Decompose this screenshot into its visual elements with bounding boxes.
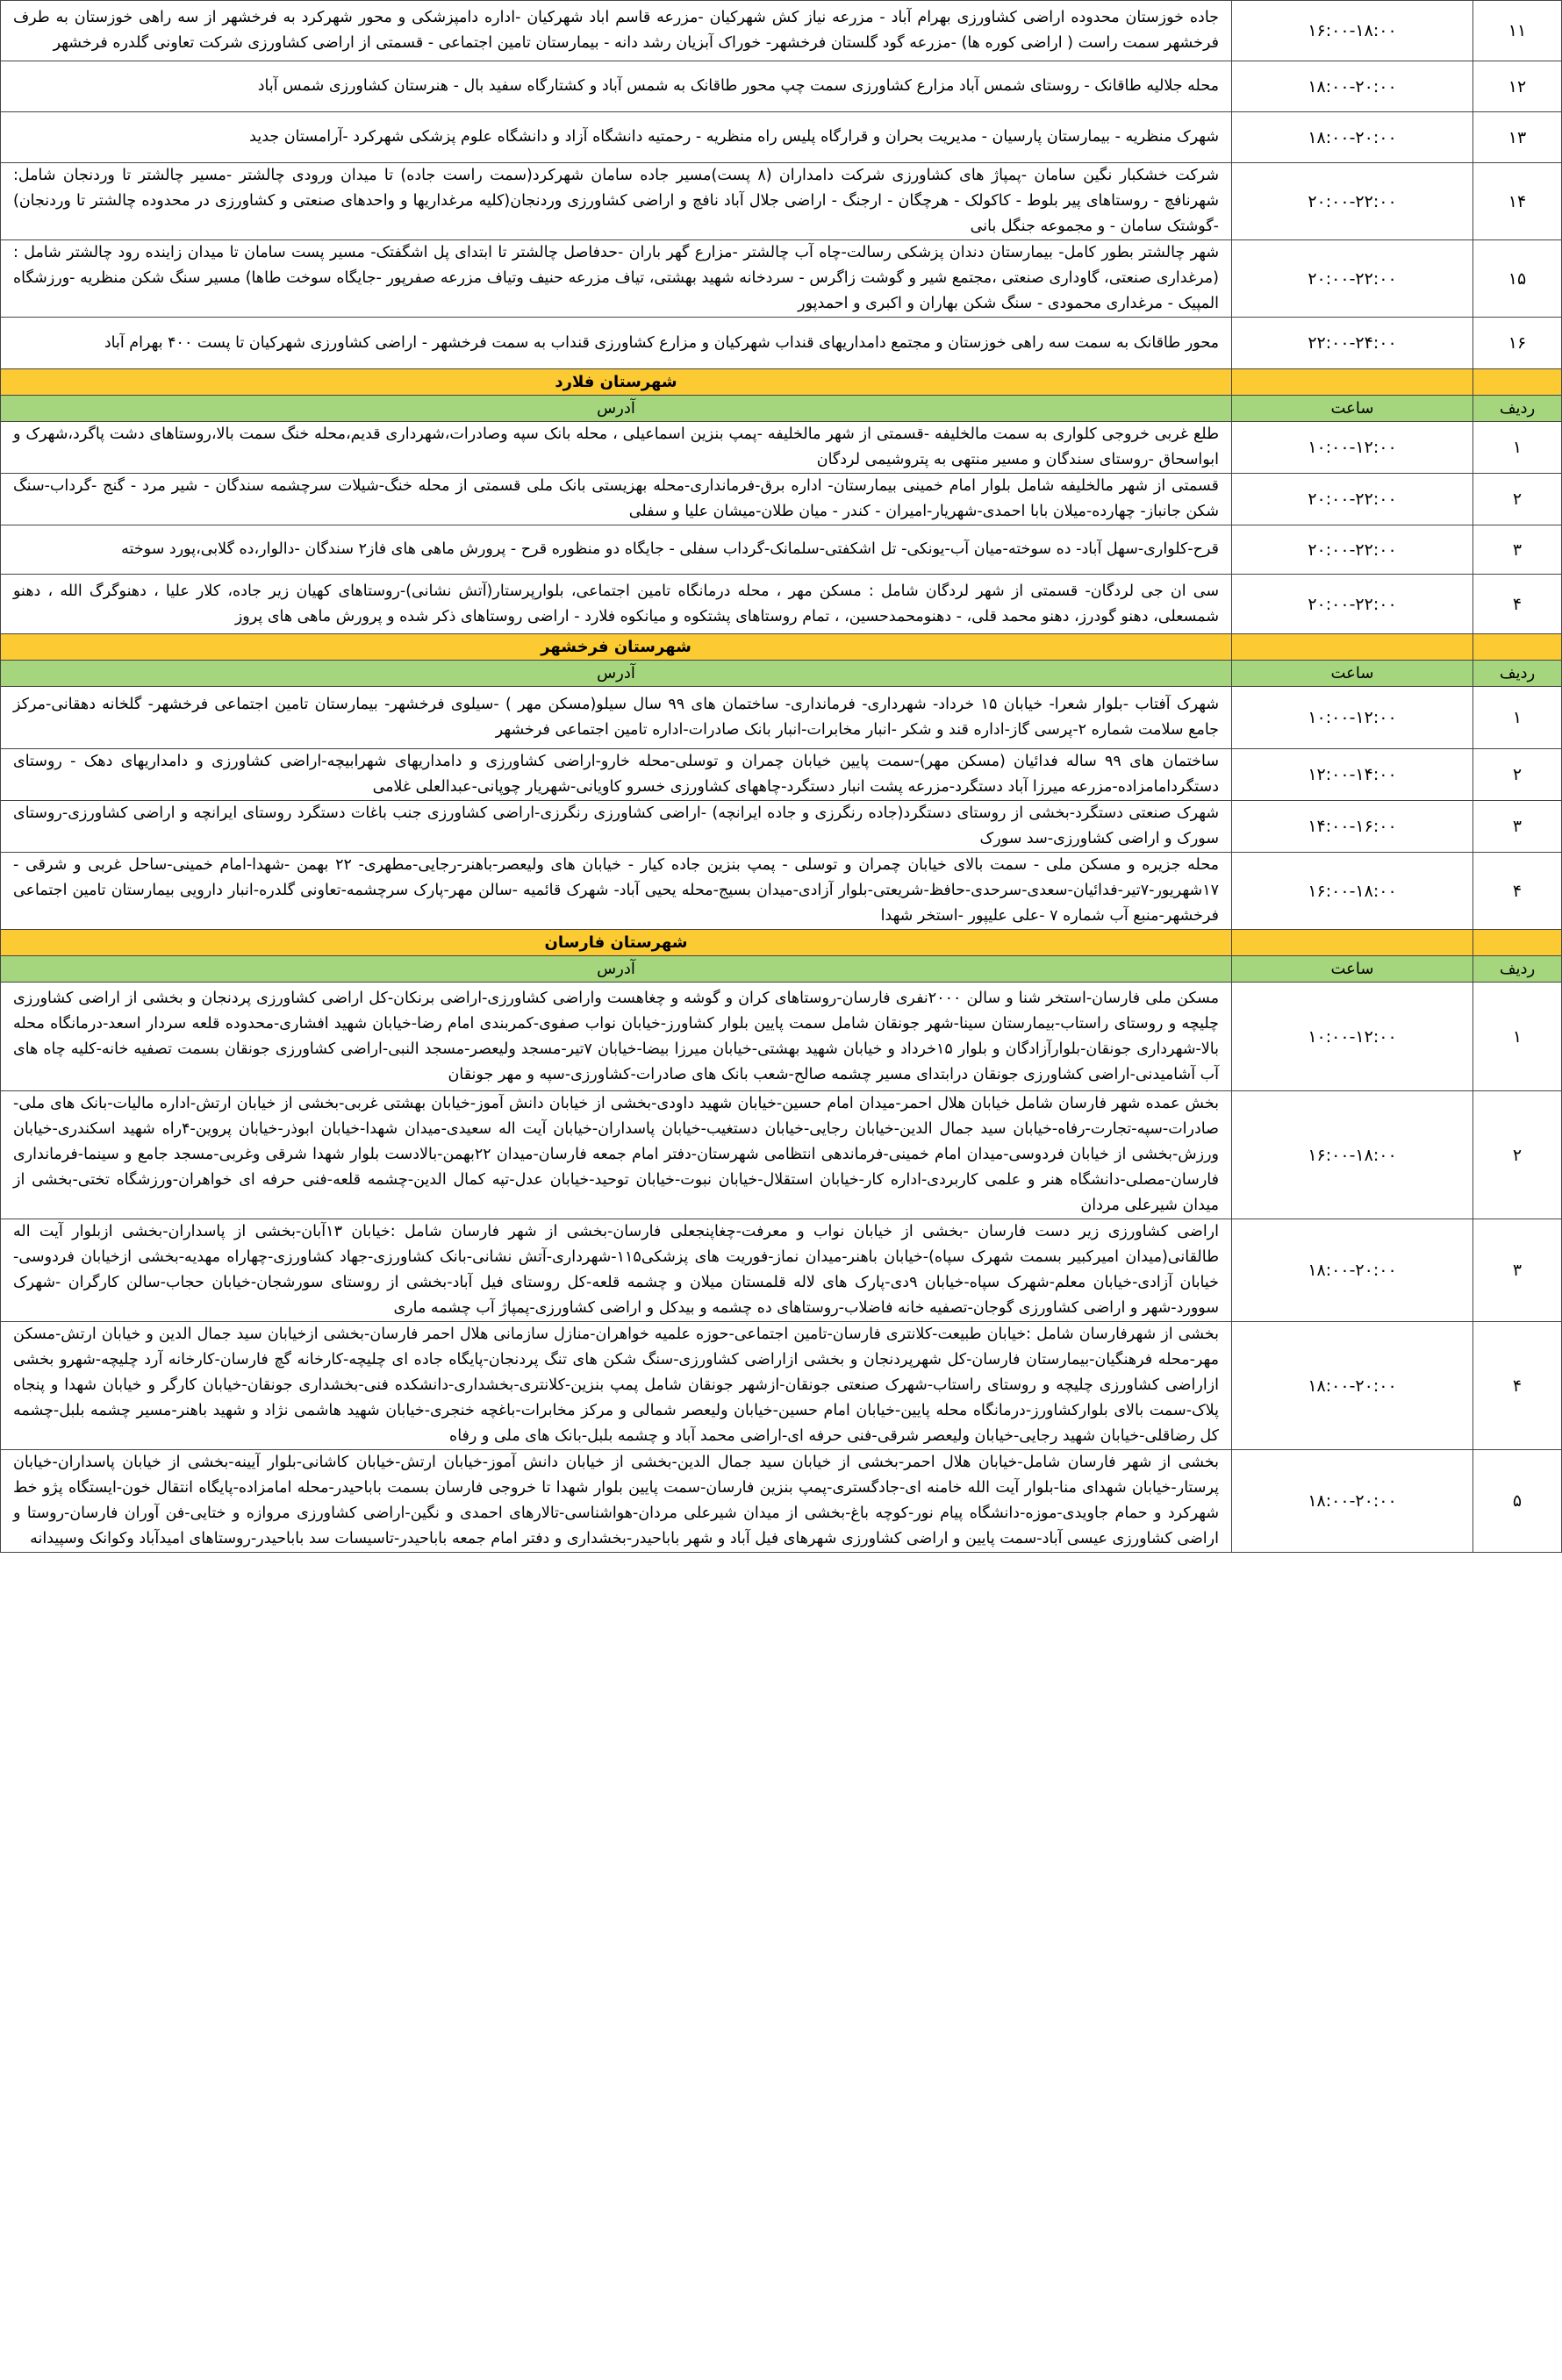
outage-address: شهرک منظریه - بیمارستان پارسیان - مدیریت بحران و قرارگاه پلیس راه منظریه - رحمتیه دانشگاه آزاد و دانشگاه علوم پزشکی شهرکرد -آرامستان جدید: [1, 112, 1232, 163]
outage-address: ساختمان های ۹۹ ساله فدائیان (مسکن مهر)-سمت پایین خیابان چمران و توسلی-محله خارو-اراضی کشاورزی و دامداریهای شهرابیچه-اراضی کشاورزی و دامداریهای دهک - روستای دستگردامامزاده-مزرعه میرزا آباد دستگرد-مزرعه پشت انبار دستگرد-چاههای کشاورزی خسرو کاویانی-شهریار چوپانی-عبدالعلی غلامی: [1, 749, 1232, 801]
row-number: ۲: [1473, 474, 1562, 525]
row-number: ۱: [1473, 687, 1562, 749]
outage-address: بخشی از شهرفارسان شامل :خیابان طبیعت-کلانتری فارسان-تامین اجتماعی-حوزه علمیه خواهران-منازل سازمانی هلال احمر فارسان-بخشی ازخیابان سید جمال الدین و خیابان ارتش-مسکن مهر-محله فرهنگیان-بیمارستان فارسان-کل شهرپردنجان و بخشی ازاراضی کشاورزی-سنگ شکن های تنگ پردنجان-پایگاه جاده ای چلیچه-کارخانه گچ فارسان-کارخانه آرد چلیچه-شهرو بخشی ازاراضی کشاورزی چلیچه و روستای راستاب-شهرک صنعتی جونقان-ازشهر جونقان شامل پمپ بنزین-کلانتری-بخشداری-دانشکده فنی-بخشداری جونقان-خیابان کارگر و خیابان شهدا و پنجاه پلاک-سمت بالای بلوارکشاورز-درمانگاه محله پایین-خیابان امام حسین-خیابان ولیعصر شمالی و مرکز مخابرات-باغچه خنجری-خیابان شهید هاشمی نژاد و شهید باهنر-مسیر چشمه بلبل-چشمه کل رضاقلی-خیابان شهید رجایی-خیابان ولیعصر شرقی-فنی حرفه ای-اراضی محمد آباد و چشمه بلبل-بانک های ملی و رفاه: [1, 1322, 1232, 1450]
row-number: ۴: [1473, 575, 1562, 634]
column-header-time: ساعت: [1232, 661, 1473, 687]
county-title-row: [1, 930, 1562, 956]
row-number: ۳: [1473, 1219, 1562, 1322]
county-title: شهرستان فلارد: [1, 369, 1232, 396]
row-number: ۴: [1473, 853, 1562, 930]
table-row: [1, 318, 1562, 369]
row-number: ۵: [1473, 1450, 1562, 1553]
outage-address: محله جزیره و مسکن ملی - سمت بالای خیابان چمران و توسلی - پمپ بنزین جاده کیار - خیابان های ولیعصر-باهنر-رجایی-مطهری- ۲۲ بهمن -شهدا-امام خمینی-ساحل غربی و شرقی - ۱۷شهریور-۷تیر-فدائیان-سعدی-سرحدی-حافظ-شریعتی-بلوار آزادی-میدان بسیج-محله یحیی آباد- شهرک قائمیه -سالن مهر-پارک سرچشمه-تعاونی گلدره-انبار دارویی بیمارستان تامین اجتماعی فرخشهر-منبع آب شماره ۷ -علی علیپور -استخر شهدا: [1, 853, 1232, 930]
outage-address: شهر چالشتر بطور کامل- بیمارستان دندان پزشکی رسالت-چاه آب چالشتر -مزارع گهر باران -حدفاصل چالشتر تا ابتدای پل اشگفتک- مسیر پست سامان تا میدان زاینده رود چالشتر شامل :(مرغداری صنعتی، گاوداری صنعتی ،مجتمع شیر و گوشت زاگرس - سردخانه شهید بهشتی، تیاف مزرعه حنیف وتیاف مزرعه صفرپور -جایگاه سوخت طاها) مسیر سنگ شکن منظریه -ورزشگاه المپیک - مرغداری محمودی - سنگ شکن بهاران و اکبری و احمدپور: [1, 240, 1232, 318]
outage-time: ۱۶:۰۰-۱۸:۰۰: [1232, 1, 1473, 61]
table-row: [1, 1450, 1562, 1553]
column-header-row: [1, 956, 1562, 983]
column-header-row: [1, 396, 1562, 422]
county-title-blank: [1232, 930, 1473, 956]
outage-address: شهرک صنعتی دستگرد-بخشی از روستای دستگرد(جاده رنگرزی و جاده ایرانچه) -اراضی کشاورزی رنگرزی-اراضی کشاورزی جنب باغات دستگرد روستای ایرانچه و اراضی کشاورزی-روستای سورک و اراضی کشاورزی-سد سورک: [1, 801, 1232, 853]
table-row: [1, 240, 1562, 318]
table-row: [1, 983, 1562, 1091]
column-header-row-number: ردیف: [1473, 956, 1562, 983]
outage-address: جاده خوزستان محدوده اراضی کشاورزی بهرام آباد - مزرعه نیاز کش شهرکیان -مزرعه قاسم اباد شهرکیان -اداره دامپزشکی و محور شهرکرد به فرخشهر از سه راهی خوزستان به طرف فرخشهر سمت راست ( اراضی کوره ها) -مزرعه گود گلستان فرخشهر- خوراک آبزیان رشد دانه - بیمارستان تامین اجتماعی - قسمتی از اراضی کشاورزی شرکت تعاونی گلدره فرخشهر: [1, 1, 1232, 61]
table-row: [1, 163, 1562, 240]
outage-address: قسمتی از شهر مالخلیفه شامل بلوار امام خمینی بیمارستان- اداره برق-فرمانداری-محله بهزیستی بانک ملی قسمتی از محله خنگ-شیلات سرچشمه سندگان - شیر مرد - گنج -گرداب-سنگ شکن جانباز- چهارده-میلان بابا احمدی-شهریار-امیران - کندر - میان طلان-میشان علیا و سفلی: [1, 474, 1232, 525]
outage-time: ۱۸:۰۰-۲۰:۰۰: [1232, 1322, 1473, 1450]
outage-address: اراضی کشاورزی زیر دست فارسان -بخشی از خیابان نواب و معرفت-چغاپنجعلی فارسان-بخشی از شهر فارسان شامل :خیابان ۱۳آبان-بخشی از پاسداران-بخشی ازبلوار آیت اله طالقانی(میدان امیرکبیر بسمت شهرک سپاه)-خیابان باهنر-میدان نماز-فوریت های پزشکی۱۱۵-شهرداری-آتش نشانی-بانک کشاورزی-جهاد کشاورزی-چهاراه مهدیه-بخشی ازخیابان فردوسی-خیابان آزادی-خیابان معلم-شهرک سپاه-خیابان ۹دی-پارک های لاله قلمستان میلان و چشمه قلعه-کل روستای فیل آباد-بخشی از روستای سورشجان-خیابان حجاب-سالن کارگران -شهرک سوورد-شهر و اراضی کشاورزی گوجان-تصفیه خانه فاضلاب-روستاهای ده چشمه و بیدکل و اراضی کشاورزی-پمپاژ آب چشمه ماری: [1, 1219, 1232, 1322]
outage-address: مسکن ملی فارسان-استخر شنا و سالن ۲۰۰۰نفری فارسان-روستاهای کران و گوشه و چغاهست واراضی کشاورزی-اراضی برنکان-کل اراضی کشاورزی پردنجان و بخشی از اراضی کشاورزی چلیچه و روستای راستاب-بیمارستان سینا-شهر جونقان شامل سمت پایین بلوار کشاورز-خیابان نواب صفوی-کمربندی امام رضا-خیابان شهید افشاری-محدوده قلعه سردار اسعد-درمانگاه محله بالا-شهرداری جونقان-بلوارآزادگان و بلوار ۱۵خرداد و خیابان شهید بهشتی-خیابان میرزا بیضا-خیابان ۷تیر-مسجد ولیعصر-مسجد النبی-اراضی کشاورزی جونقان بسمت تصفیه خانه-کلیه چاه های آب آشامیدنی-اراضی کشاورزی جونقان درابتدای مسیر چشمه صالح-شعب بانک های صادرات-کشاورزی-سپه و مهر جونقان: [1, 983, 1232, 1091]
county-title-blank: [1232, 634, 1473, 661]
table-row: [1, 575, 1562, 634]
table-row: [1, 801, 1562, 853]
row-number: ۳: [1473, 525, 1562, 575]
outage-address: طلع غربی خروجی کلواری به سمت مالخلیفه -قسمتی از شهر مالخلیفه -پمپ بنزین اسماعیلی ، محله بانک سپه وصادرات،شهرداری قدیم،محله خنگ سمت بالا،روستاهای دشت پاگرد،شهرک و ابواسحاق -روستای سندگان و مسیر منتهی به پتروشیمی لردگان: [1, 422, 1232, 474]
row-number: ۱۵: [1473, 240, 1562, 318]
outage-address: بخش عمده شهر فارسان شامل خیابان هلال احمر-میدان امام حسین-خیابان شهید داودی-بخشی از خیابان دانش آموز-خیابان بهشتی غربی-بخشی از خیابان ارتش-اداره مالیات-بانک های ملی-صادرات-سپه-تجارت-رفاه-خیابان سید جمال الدین-خیابان رجایی-خیابان دستغیب-خیابان پاسداران-خیابان آیت اله سعیدی-میدان شهدا-خیابان ابوذر-خیابان پروین-۴راه شهید اسکندری-خیابان ورزش-بخشی از خیابان فردوسی-میدان امام خمینی-فرماندهی انتظامی شهرستان-دفتر امام جمعه فارسان-میدان ۲۲بهمن-بالادست بلوار شهدا شرقی وغربی-مسجد جامع و سینما-فرمانداری فارسان-مصلی-دانشگاه هنر و علمی کاربردی-اداره کار-خیابان استقلال-خیابان نبوت-خیابان توحید-خیابان عدل-تپه کمال الدین-چشمه قلعه-فنی حرفه ای خواهران-ورزشگاه تختی-بخشی از میدان شیرعلی مردان: [1, 1091, 1232, 1219]
table-row: [1, 687, 1562, 749]
row-number: ۱: [1473, 422, 1562, 474]
outage-address: محله جلالیه طاقانک - روستای شمس آباد مزارع کشاورزی سمت چپ محور طاقانک به شمس آباد و کشتارگاه سفید بال - هنرستان کشاورزی شمس آباد: [1, 61, 1232, 112]
row-number: ۱۲: [1473, 61, 1562, 112]
outage-time: ۱۲:۰۰-۱۴:۰۰: [1232, 749, 1473, 801]
county-title: شهرستان فرخشهر: [1, 634, 1232, 661]
table-row: [1, 525, 1562, 575]
outage-time: ۲۰:۰۰-۲۲:۰۰: [1232, 240, 1473, 318]
table-row: [1, 474, 1562, 525]
outage-time: ۱۰:۰۰-۱۲:۰۰: [1232, 422, 1473, 474]
column-header-time: ساعت: [1232, 396, 1473, 422]
table-row: [1, 112, 1562, 163]
table-row: [1, 1219, 1562, 1322]
outage-time: ۲۰:۰۰-۲۲:۰۰: [1232, 474, 1473, 525]
outage-time: ۱۸:۰۰-۲۰:۰۰: [1232, 1219, 1473, 1322]
row-number: ۱۴: [1473, 163, 1562, 240]
schedule-body: [1, 1, 1562, 1553]
column-header-row-number: ردیف: [1473, 661, 1562, 687]
county-title-blank: [1473, 369, 1562, 396]
table-row: [1, 422, 1562, 474]
county-title-blank: [1473, 634, 1562, 661]
outage-address: سی ان جی لردگان- قسمتی از شهر لردگان شامل : مسکن مهر ، محله درمانگاه تامین اجتماعی، بلوارپرستار(آتش نشانی)-روستاهای کهیان زیر جاده، کلار علیا ، دهنوگرگ الله ، دهنو شمسعلی، دهنو گودرز، دهنو محمد قلی، - دهنومحمدحسین، ، تمام روستاهای پشتکوه و میانکوه فلارد - اراضی روستاهای ذکر شده و پرورش ماهی های پروز: [1, 575, 1232, 634]
county-title-blank: [1473, 930, 1562, 956]
table-row: [1, 749, 1562, 801]
row-number: ۱۶: [1473, 318, 1562, 369]
county-title-row: [1, 369, 1562, 396]
outage-time: ۱۸:۰۰-۲۰:۰۰: [1232, 112, 1473, 163]
column-header-row: [1, 661, 1562, 687]
row-number: ۱۱: [1473, 1, 1562, 61]
table-row: [1, 1322, 1562, 1450]
outage-address: بخشی از شهر فارسان شامل-خیابان هلال احمر-بخشی از خیابان سید جمال الدین-بخشی از خیابان دانش آموز-خیابان ارتش-خیابان کاشانی-بلوار آیینه-بخشی از خیابان پاسداران-خیابان پرستار-خیابان شهدای منا-بلوار آیت الله خامنه ای-جادگستری-پمپ بنزین فارسان-سمت پایین بلوار شهدا تا خروجی فارسان بسمت باباحیدر-محله امامزاده-پایگاه انتقال خون-ایستگاه پژو خط شهرکرد و حمام جاویدی-موزه-دانشگاه پیام نور-کوچه باغ-بخشی از میدان شیرعلی مردان-هواشناسی-تالارهای احمدی و نگین-اراضی کشاورزی مروازه و ختایی-فن آوران فارسان-روستا و اراضی کشاورزی عیسی آباد-سمت پایین و اراضی کشاورزی شهرهای فیل آباد و شهر باباحیدر-بخشداری و دفتر امام جمعه باباحیدر-تاسیسات سد باباحیدر-روستاهای امیدآباد وکوانک وسپیدانه: [1, 1450, 1232, 1553]
table-row: [1, 853, 1562, 930]
outage-time: ۱۰:۰۰-۱۲:۰۰: [1232, 687, 1473, 749]
row-number: ۱۳: [1473, 112, 1562, 163]
table-row: [1, 1091, 1562, 1219]
outage-time: ۱۰:۰۰-۱۲:۰۰: [1232, 983, 1473, 1091]
county-title-blank: [1232, 369, 1473, 396]
column-header-address: آدرس: [1, 396, 1232, 422]
row-number: ۳: [1473, 801, 1562, 853]
outage-time: ۱۸:۰۰-۲۰:۰۰: [1232, 1450, 1473, 1553]
outage-time: ۲۰:۰۰-۲۲:۰۰: [1232, 525, 1473, 575]
outage-time: ۱۴:۰۰-۱۶:۰۰: [1232, 801, 1473, 853]
column-header-address: آدرس: [1, 661, 1232, 687]
outage-time: ۱۶:۰۰-۱۸:۰۰: [1232, 1091, 1473, 1219]
column-header-time: ساعت: [1232, 956, 1473, 983]
row-number: ۱: [1473, 983, 1562, 1091]
outage-address: شهرک آفتاب -بلوار شعرا- خیابان ۱۵ خرداد- شهرداری- فرمانداری- ساختمان های ۹۹ سال سیلو(مسکن مهر ) -سیلوی فرخشهر- بیمارستان تامین اجتماعی فرخشهر- گلخانه دهقانی-مرکز جامع سلامت شماره ۲-پرسی گاز-اداره قند و شکر -انبار مخابرات-انبار بانک صادرات-اداره تامین اجتماعی فرخشهر: [1, 687, 1232, 749]
county-title: شهرستان فارسان: [1, 930, 1232, 956]
row-number: ۲: [1473, 749, 1562, 801]
outage-time: ۲۰:۰۰-۲۲:۰۰: [1232, 575, 1473, 634]
outage-time: ۱۶:۰۰-۱۸:۰۰: [1232, 853, 1473, 930]
table-row: [1, 1, 1562, 61]
table-row: [1, 61, 1562, 112]
row-number: ۴: [1473, 1322, 1562, 1450]
column-header-address: آدرس: [1, 956, 1232, 983]
county-title-row: [1, 634, 1562, 661]
outage-address: محور طاقانک به سمت سه راهی خوزستان و مجتمع دامداریهای قنداب شهرکیان و مزارع کشاورزی قنداب به سمت فرخشهر - اراضی کشاورزی شهرکیان تا پست ۴۰۰ بهرام آباد: [1, 318, 1232, 369]
column-header-row-number: ردیف: [1473, 396, 1562, 422]
outage-time: ۱۸:۰۰-۲۰:۰۰: [1232, 61, 1473, 112]
outage-time: ۲۰:۰۰-۲۲:۰۰: [1232, 163, 1473, 240]
row-number: ۲: [1473, 1091, 1562, 1219]
outage-address: قرح-کلواری-سهل آباد- ده سوخته-میان آب-یونکی- تل اشکفتی-سلمانک-گرداب سفلی - جایگاه دو منظوره قرح - پرورش ماهی های فاز۲ سندگان -دالوار،ده گلابی،پورد سوخته: [1, 525, 1232, 575]
outage-time: ۲۲:۰۰-۲۴:۰۰: [1232, 318, 1473, 369]
outage-address: شرکت خشکبار نگین سامان -پمپاژ های کشاورزی شرکت دامداران (۸ پست)مسیر جاده سامان شهرکرد(سمت راست جاده) تا میدان ورودی چالشتر -مسیر چالشتر تا وردنجان شامل: شهرنافچ - روستاهای پیر بلوط - کاکولک - هرچگان - ارجنگ - اراضی جلال آباد نافچ و اراضی کشاورزی وردنجان(کلیه مرغداریها و واحدهای صنعتی و کشاورزی در محدوده چالشتر تا وردنجان) -گوشتک سامان - و مجموعه جنگل بانی: [1, 163, 1232, 240]
